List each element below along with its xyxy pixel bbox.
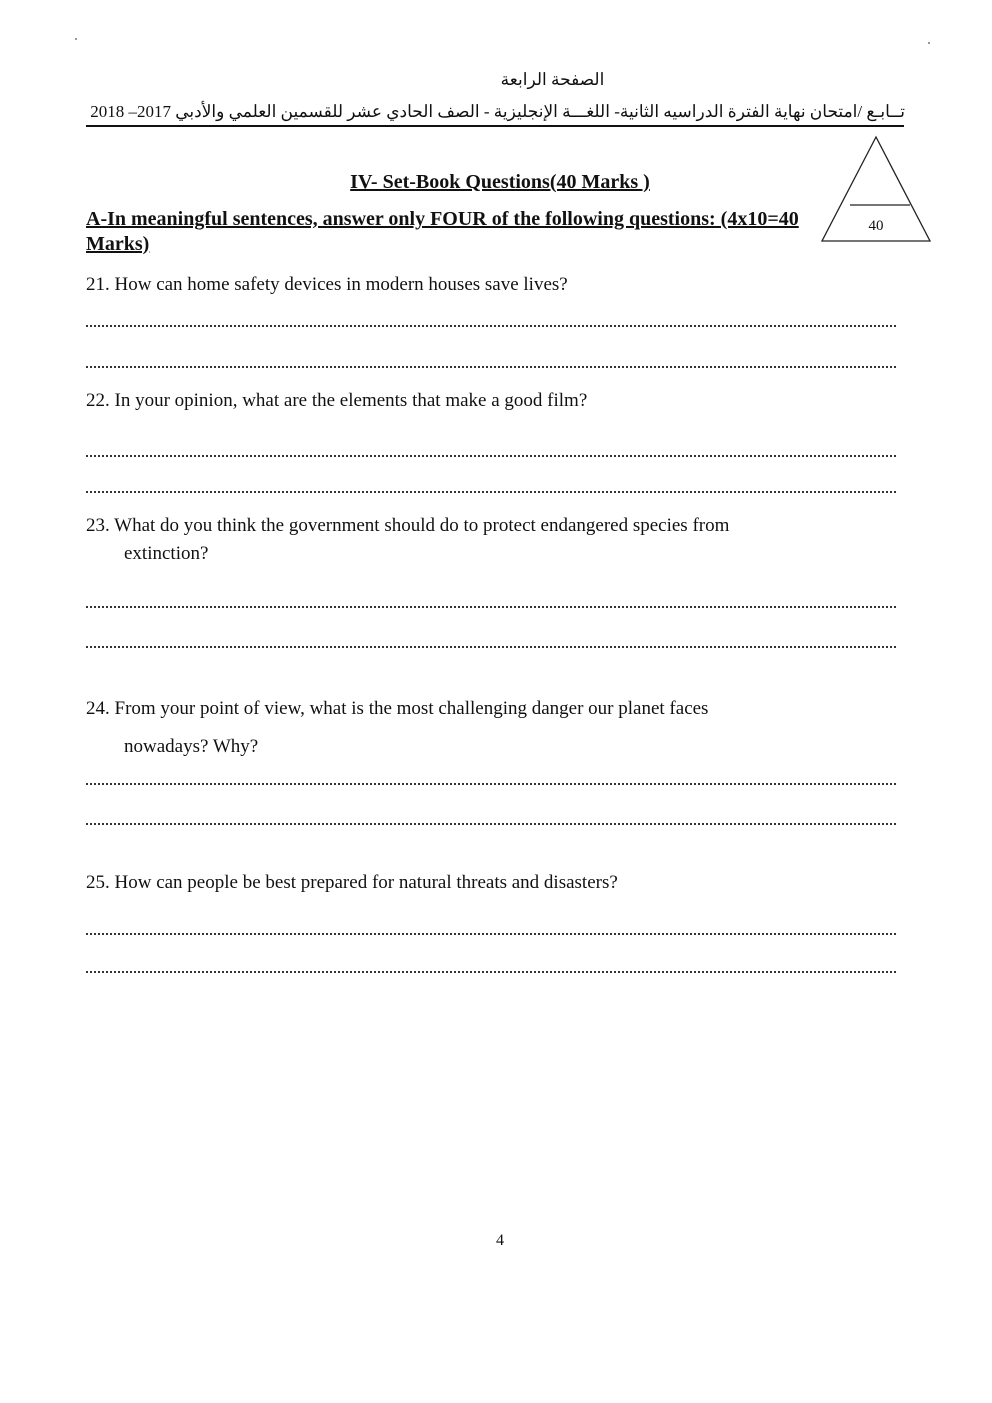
answer-line[interactable]	[86, 491, 896, 493]
question-text: 23. What do you think the government should do to protect endangered species from	[86, 515, 730, 536]
question-text: 22. In your opinion, what are the elements that make a good film?	[86, 390, 588, 411]
arabic-page-title: الصفحة الرابعة	[500, 70, 605, 89]
answer-line[interactable]	[86, 325, 896, 327]
question-22	[86, 387, 876, 415]
question-25	[86, 869, 876, 897]
header-rule	[86, 125, 904, 127]
question-text-continued: extinction?	[124, 543, 209, 564]
score-value: 40	[868, 218, 884, 234]
question-text: 24. From your point of view, what is the most challenging danger our planet faces	[86, 698, 709, 719]
question-text: 25. How can people be best prepared for natural threats and disasters?	[86, 872, 618, 893]
answer-line[interactable]	[86, 823, 896, 825]
question-24	[86, 690, 876, 766]
answer-line[interactable]	[86, 455, 896, 457]
question-23	[86, 512, 876, 568]
question-text: 21. How can home safety devices in modern houses save lives?	[86, 274, 568, 295]
answer-line[interactable]	[86, 783, 896, 785]
answer-line[interactable]	[86, 606, 896, 608]
answer-line[interactable]	[86, 933, 896, 935]
scan-speck	[75, 38, 77, 40]
answer-line[interactable]	[86, 971, 896, 973]
arabic-exam-header: تــابـع /امتحان نهاية الفترة الدراسيه الثانية- اللغـــة الإنجليزية - الصف الحادي عشر للقسمين العلمي والأدبي 2017– 2018	[90, 102, 905, 121]
section-title: IV- Set-Book Questions(40 Marks )	[350, 171, 650, 193]
question-21	[86, 271, 876, 299]
instruction-text: A-In meaningful sentences, answer only FOUR of the following questions: (4x10=40 Marks)	[86, 208, 799, 255]
answer-line[interactable]	[86, 366, 896, 368]
question-text-continued: nowadays? Why?	[124, 736, 259, 757]
scan-speck	[928, 42, 930, 44]
page-number: 4	[496, 1232, 504, 1249]
answer-line[interactable]	[86, 646, 896, 648]
